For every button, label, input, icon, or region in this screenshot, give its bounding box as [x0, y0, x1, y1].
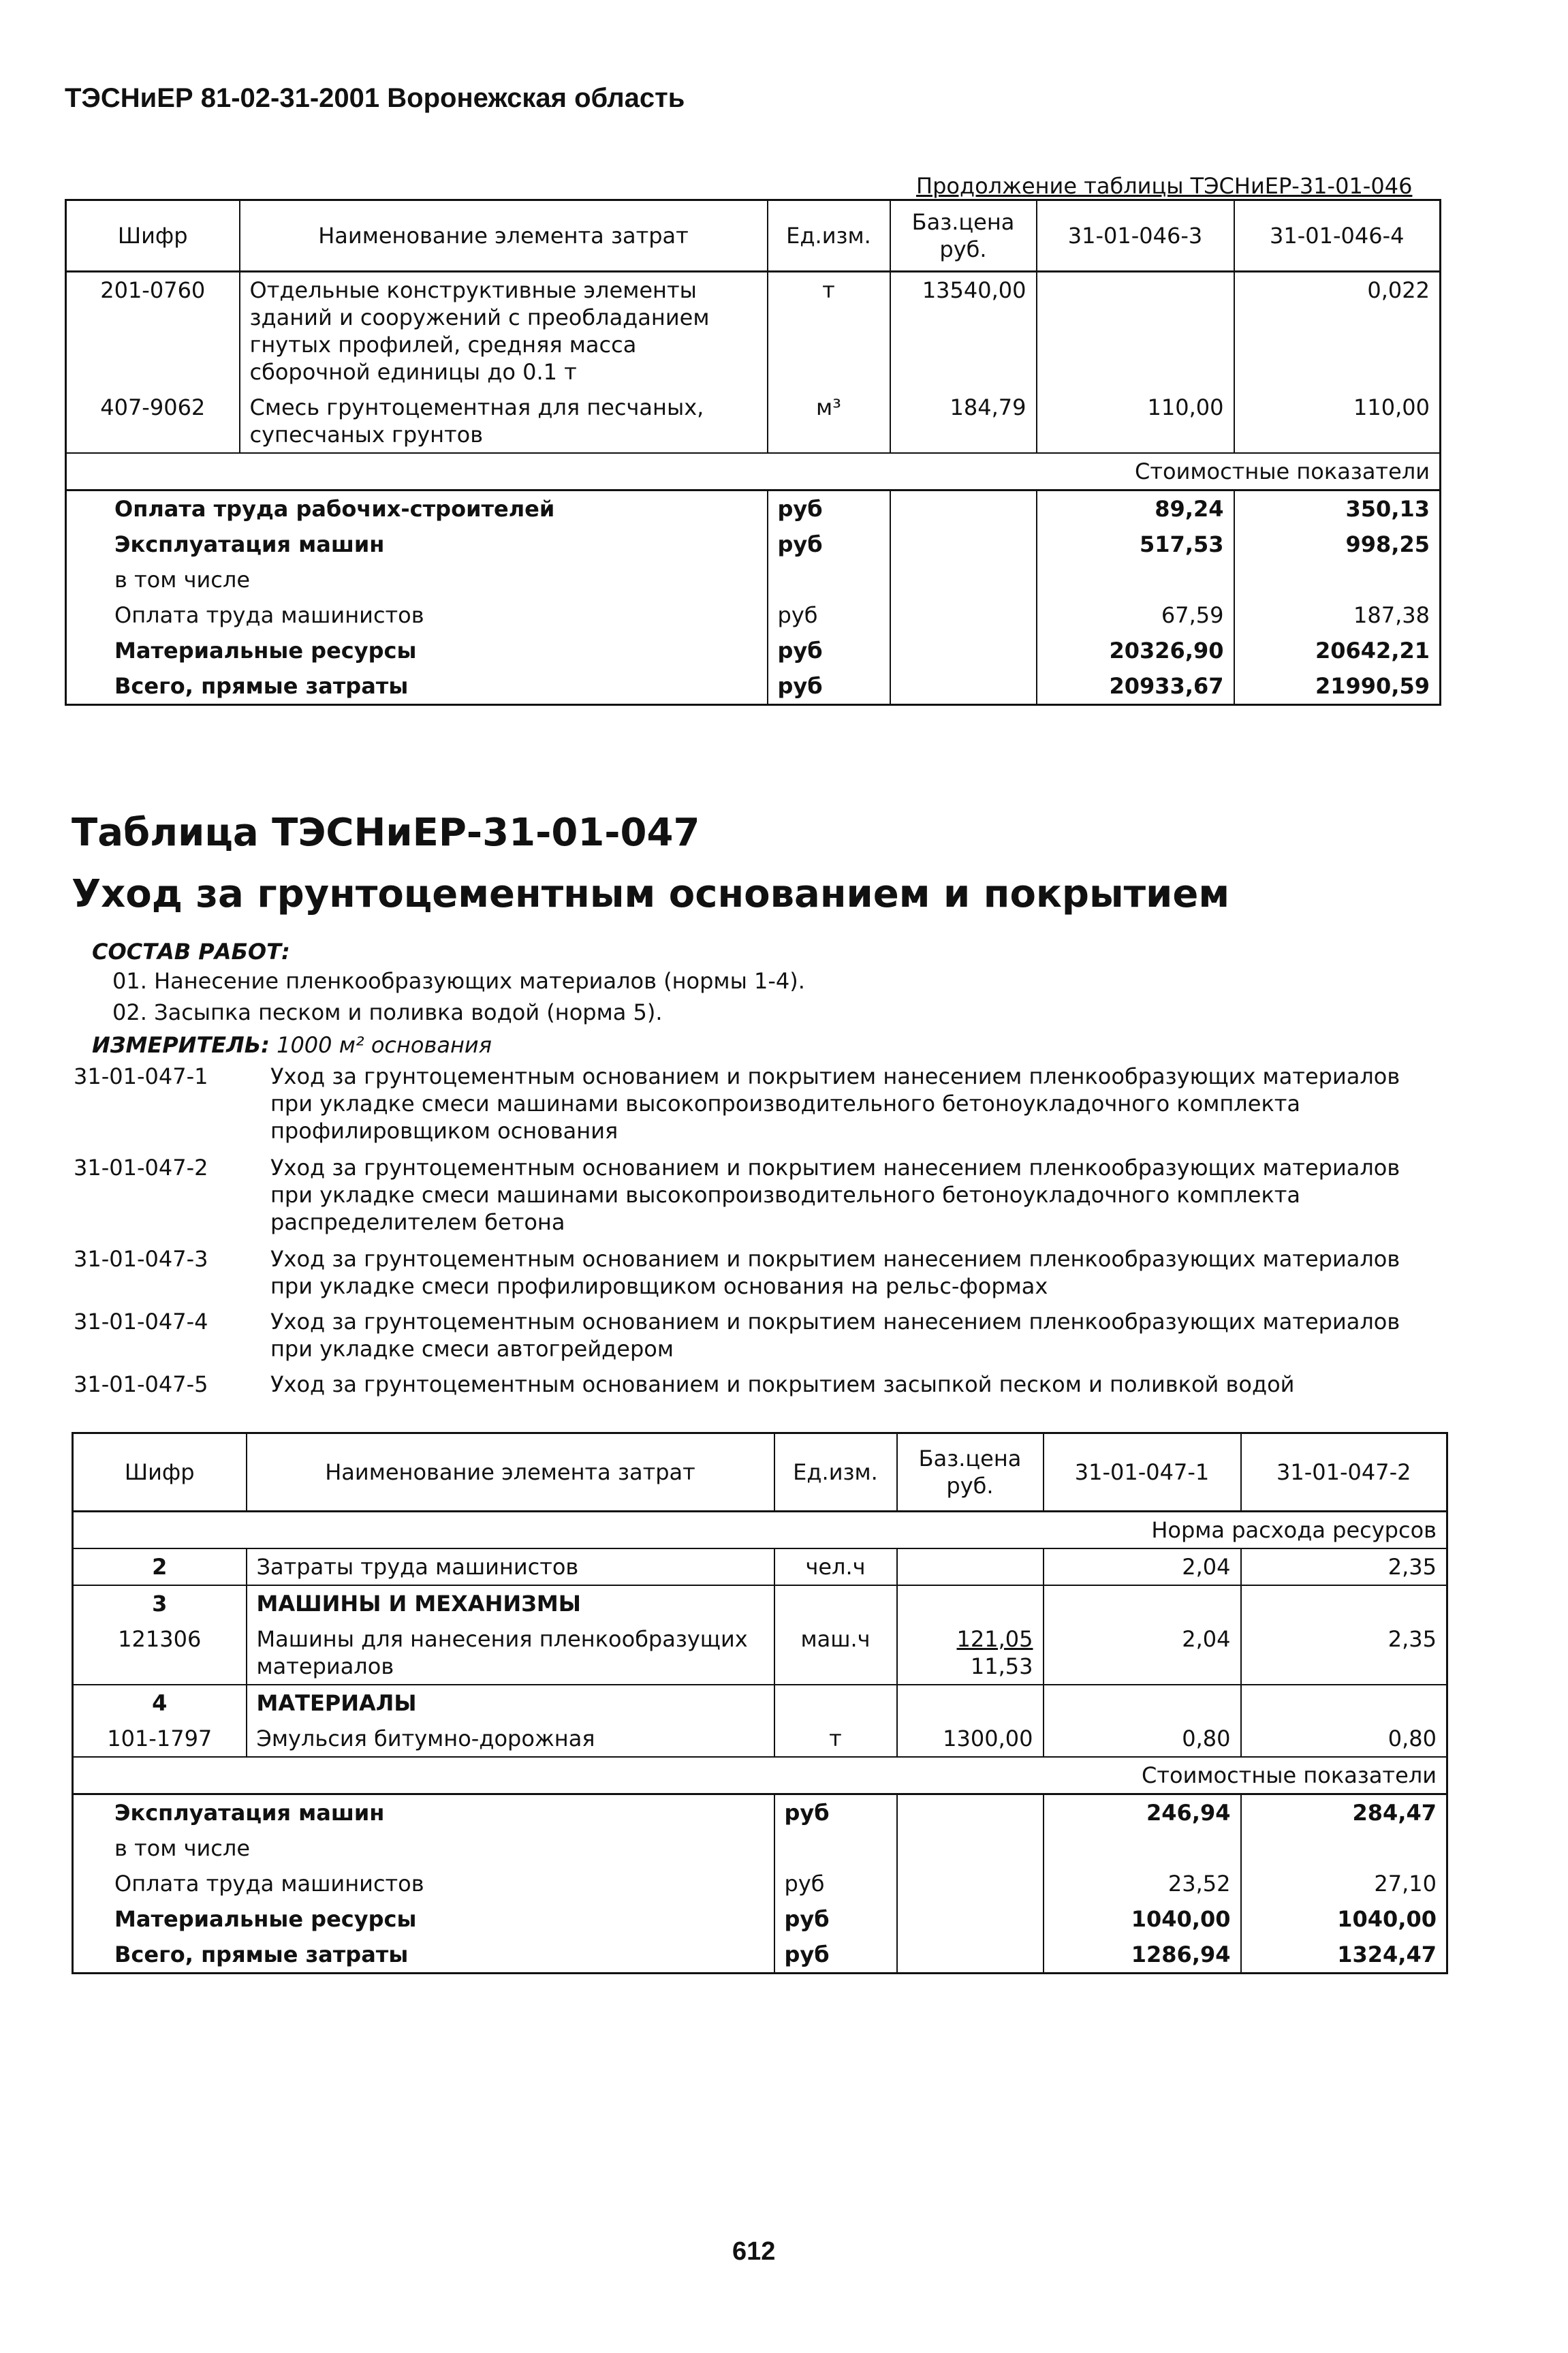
row-value-1: 2,04 [1044, 1548, 1241, 1585]
cost-name: в том числе [66, 562, 768, 597]
row-value-1: 0,80 [1044, 1721, 1241, 1757]
col-header-name: Наименование элемента затрат [247, 1433, 774, 1512]
cost-unit: руб [768, 668, 890, 705]
cost-value-1: 1286,94 [1044, 1937, 1241, 1974]
row-name: Отдельные конструктивные элементы зданий и сооружений с преобладанием гнутых профилей, средняя масса сборочной единицы до 0.1 т [240, 272, 768, 390]
cost-name: Материальные ресурсы [66, 633, 768, 668]
col-header-norm-3: 31-01-046-3 [1037, 200, 1234, 272]
cost-value-2: 350,13 [1234, 490, 1441, 527]
section-label: Стоимостные показатели [66, 453, 1441, 490]
section-label: Стоимостные показатели [73, 1757, 1447, 1794]
cost-row [66, 527, 1441, 562]
table-row [73, 1621, 1447, 1685]
norm-code: 31-01-047-4 [74, 1309, 208, 1335]
cost-row [73, 1866, 1447, 1901]
table-header-row [66, 200, 1441, 272]
page-number: 612 [732, 2237, 776, 2266]
table-subtitle: Уход за грунтоцементным основанием и покрытием [72, 872, 1230, 916]
cost-row [66, 597, 1441, 633]
group-name: МАШИНЫ И МЕХАНИЗМЫ [247, 1585, 774, 1621]
table-row [73, 1721, 1447, 1757]
cost-row [66, 668, 1441, 705]
row-code: 101-1797 [73, 1721, 247, 1757]
row-price: 1300,00 [897, 1721, 1044, 1757]
price-top: 121,05 [956, 1626, 1033, 1652]
row-value-2: 2,35 [1241, 1621, 1447, 1685]
group-code: 3 [73, 1585, 247, 1621]
row-price: 13540,00 [890, 272, 1037, 390]
row-value-2: 110,00 [1234, 390, 1441, 453]
row-name: Эмульсия битумно-дорожная [247, 1721, 774, 1757]
row-unit: т [774, 1721, 897, 1757]
norm-description: Уход за грунтоцементным основанием и покрытием засыпкой песком и поливкой водой [270, 1371, 1295, 1397]
cost-name: Эксплуатация машин [66, 527, 768, 562]
cost-value-2: 21990,59 [1234, 668, 1441, 705]
cost-value-2: 284,47 [1241, 1794, 1447, 1831]
col-header-unit: Ед.изм. [774, 1433, 897, 1512]
col-header-code: Шифр [66, 200, 240, 272]
group-name: МАТЕРИАЛЫ [247, 1685, 774, 1721]
cost-name: Оплата труда машинистов [73, 1866, 774, 1901]
cost-unit: руб [774, 1866, 897, 1901]
cost-unit: руб [774, 1901, 897, 1937]
running-header: ТЭСНиЕР 81-02-31-2001 Воронежская область [65, 83, 685, 113]
cost-value-2: 998,25 [1234, 527, 1441, 562]
row-unit: м³ [768, 390, 890, 453]
cost-unit: руб [768, 527, 890, 562]
table-continuation-label: Продолжение таблицы ТЭСНиЕР-31-01-046 [916, 173, 1413, 199]
table-title: Таблица ТЭСНиЕР-31-01-047 [72, 811, 700, 855]
row-value-2: 0,80 [1241, 1721, 1447, 1757]
cost-value-1: 20933,67 [1037, 668, 1234, 705]
cost-name: Эксплуатация машин [73, 1794, 774, 1831]
row-price [897, 1621, 1044, 1685]
table-header-row [73, 1433, 1447, 1512]
cost-row [73, 1794, 1447, 1831]
resource-table-047 [72, 1432, 1448, 1974]
section-row [73, 1757, 1447, 1794]
norm-code: 31-01-047-5 [74, 1371, 208, 1397]
cost-row [66, 562, 1441, 597]
cost-unit: руб [768, 490, 890, 527]
resource-table-046 [65, 199, 1441, 706]
norm-description: Уход за грунтоцементным основанием и покрытием нанесением пленкообразующих материалов при укладке смеси машинами высокопроизводительного бетоноукладочного комплекта распределителем бетона [270, 1155, 1400, 1235]
group-row [73, 1685, 1447, 1721]
col-header-price: Баз.цена руб. [890, 200, 1037, 272]
cost-unit: руб [774, 1937, 897, 1974]
col-header-norm-1: 31-01-047-1 [1044, 1433, 1241, 1512]
cost-name: в том числе [73, 1830, 774, 1866]
row-value-1: 2,04 [1044, 1621, 1241, 1685]
work-item: 01. Нанесение пленкообразующих материалов (нормы 1-4). [112, 968, 805, 994]
col-header-name: Наименование элемента затрат [240, 200, 768, 272]
measure-line [92, 1031, 492, 1059]
cost-value-1: 23,52 [1044, 1866, 1241, 1901]
measure-label: ИЗМЕРИТЕЛЬ: [92, 1032, 270, 1058]
col-header-norm-2: 31-01-047-2 [1241, 1433, 1447, 1512]
cost-name: Всего, прямые затраты [66, 668, 768, 705]
cost-value-2: 1324,47 [1241, 1937, 1447, 1974]
norm-description: Уход за грунтоцементным основанием и покрытием нанесением пленкообразующих материалов при укладке смеси автогрейдером [270, 1309, 1400, 1362]
table-row [66, 390, 1441, 453]
row-value-2: 0,022 [1234, 272, 1441, 390]
row-value-1: 110,00 [1037, 390, 1234, 453]
section-row [66, 453, 1441, 490]
cost-value-1: 20326,90 [1037, 633, 1234, 668]
cost-unit: руб [774, 1794, 897, 1831]
col-header-price: Баз.цена руб. [897, 1433, 1044, 1512]
cost-value-1: 246,94 [1044, 1794, 1241, 1831]
row-code: 407-9062 [66, 390, 240, 453]
work-item: 02. Засыпка песком и поливка водой (норма 5). [112, 999, 663, 1025]
norm-description: Уход за грунтоцементным основанием и покрытием нанесением пленкообразующих материалов при укладке смеси машинами высокопроизводительного бетоноукладочного комплекта профилировщиком основания [270, 1063, 1400, 1144]
row-code: 121306 [73, 1621, 247, 1685]
cost-unit: руб [768, 633, 890, 668]
measure-value: 1000 м² основания [277, 1032, 492, 1058]
norm-code: 31-01-047-3 [74, 1246, 208, 1272]
cost-name: Всего, прямые затраты [73, 1937, 774, 1974]
cost-value-1: 67,59 [1037, 597, 1234, 633]
section-label: Норма расхода ресурсов [73, 1512, 1447, 1549]
cost-value-2: 1040,00 [1241, 1901, 1447, 1937]
cost-row [73, 1937, 1447, 1974]
row-code: 2 [73, 1548, 247, 1585]
row-name: Смесь грунтоцементная для песчаных, супесчаных грунтов [240, 390, 768, 453]
cost-value-2: 20642,21 [1234, 633, 1441, 668]
cost-value-2: 27,10 [1241, 1866, 1447, 1901]
col-header-norm-4: 31-01-046-4 [1234, 200, 1441, 272]
cost-value-1: 1040,00 [1044, 1901, 1241, 1937]
cost-row [66, 490, 1441, 527]
row-value-2: 2,35 [1241, 1548, 1447, 1585]
cost-name: Оплата труда машинистов [66, 597, 768, 633]
norm-description: Уход за грунтоцементным основанием и покрытием нанесением пленкообразующих материалов при укладке смеси профилировщиком основания на рельс-формах [270, 1246, 1400, 1299]
row-name: Затраты труда машинистов [247, 1548, 774, 1585]
row-price: 184,79 [890, 390, 1037, 453]
row-value-1 [1037, 272, 1234, 390]
price-bottom: 11,53 [970, 1653, 1033, 1679]
cost-value-2: 187,38 [1234, 597, 1441, 633]
col-header-unit: Ед.изм. [768, 200, 890, 272]
cost-value-1: 89,24 [1037, 490, 1234, 527]
row-unit: т [768, 272, 890, 390]
cost-name: Материальные ресурсы [73, 1901, 774, 1937]
row-unit: маш.ч [774, 1621, 897, 1685]
work-composition-label: СОСТАВ РАБОТ: [92, 939, 290, 965]
row-price [897, 1548, 1044, 1585]
group-code: 4 [73, 1685, 247, 1721]
row-unit: чел.ч [774, 1548, 897, 1585]
table-row [73, 1548, 1447, 1585]
norm-code: 31-01-047-2 [74, 1155, 208, 1181]
group-row [73, 1585, 1447, 1621]
col-header-code: Шифр [73, 1433, 247, 1512]
cost-row [73, 1901, 1447, 1937]
cost-name: Оплата труда рабочих-строителей [66, 490, 768, 527]
cost-unit: руб [768, 597, 890, 633]
section-row [73, 1512, 1447, 1549]
norm-code: 31-01-047-1 [74, 1063, 208, 1089]
row-code: 201-0760 [66, 272, 240, 390]
cost-row [66, 633, 1441, 668]
row-name: Машины для нанесения пленкообразущих материалов [247, 1621, 774, 1685]
cost-value-1: 517,53 [1037, 527, 1234, 562]
cost-row [73, 1830, 1447, 1866]
table-row [66, 272, 1441, 390]
